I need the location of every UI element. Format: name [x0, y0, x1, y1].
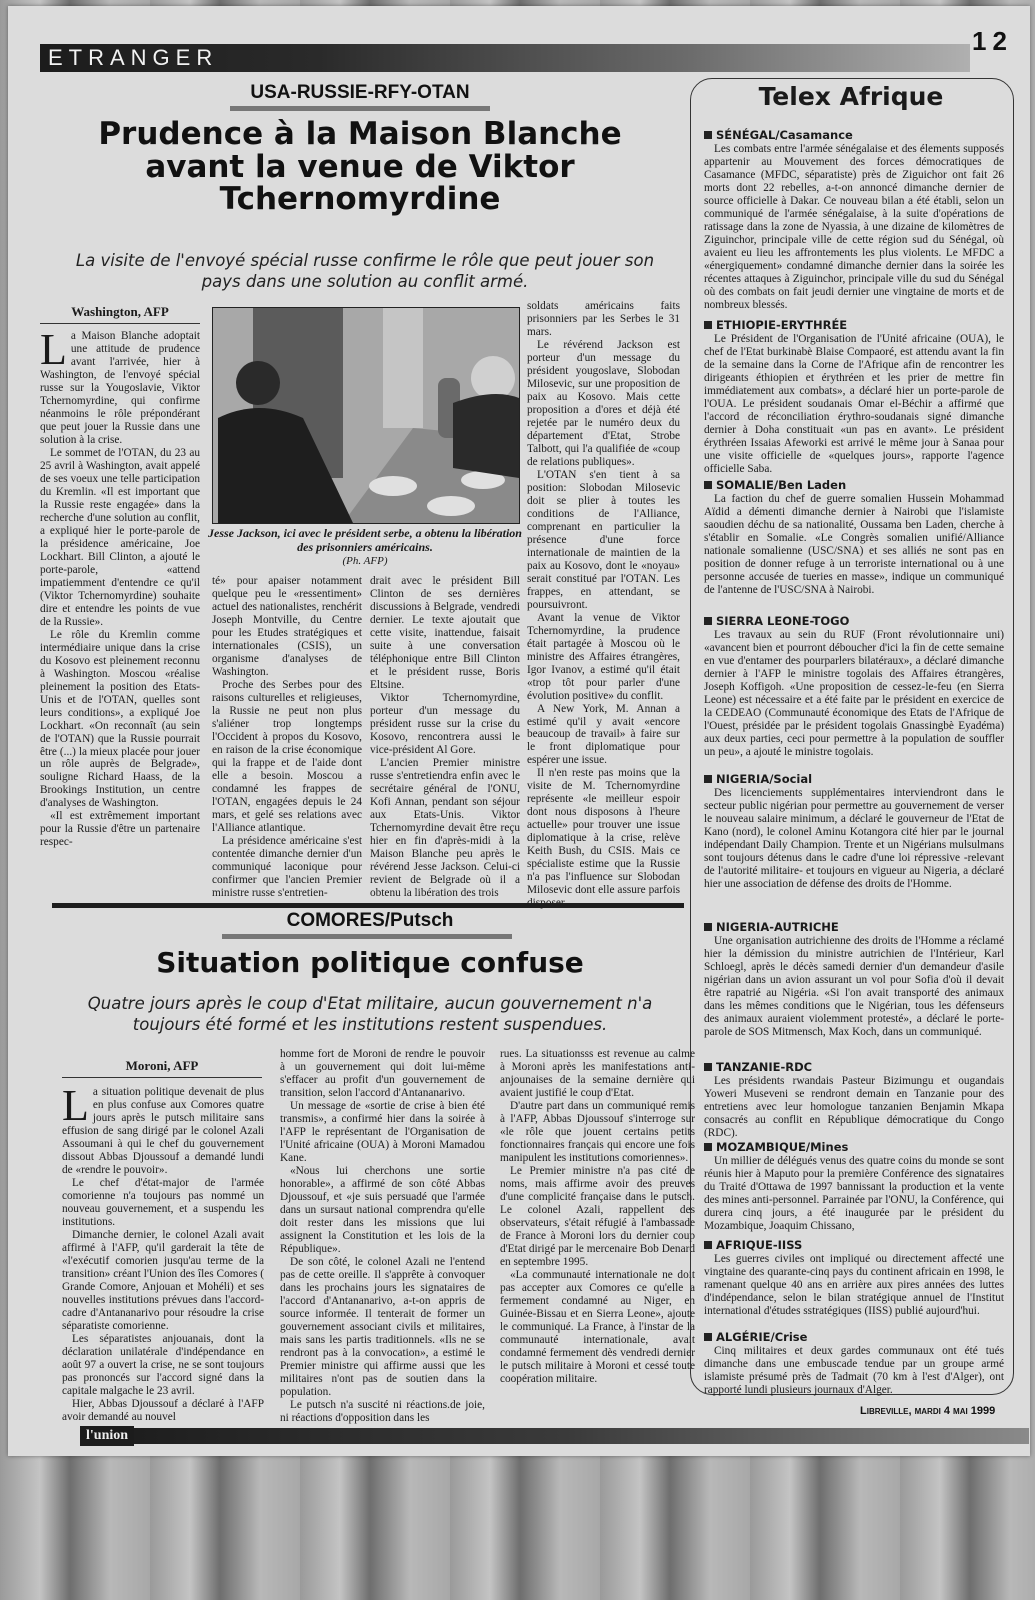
telex-item-afrique-iiss	[704, 1238, 1004, 1318]
bullet-square-icon	[704, 131, 712, 139]
paragraph: Le putsch n'a suscité ni réactions.de joie, ni réactions d'opposition dans les	[280, 1398, 485, 1424]
paragraph: D'autre part dans un communiqué remis à l'AFP, Abbas Djoussouf s'interroge sur «le rôle que jouent certains petits fonctionnaires français qui encore une fois manipulent les institutions comoriennes».	[500, 1099, 695, 1164]
telex-item-somalie	[704, 478, 1004, 597]
paragraph: «Il est extrêmement important pour la Russie d'être un partenaire respec-	[40, 810, 200, 849]
newspaper-brand: l'union	[80, 1426, 134, 1446]
telex-text: Des licenciements supplémentaires interviendront dans le secteur public nigérian pour permettre au gouvernement de verser le nouveau salaire minimum, a déclaré le gouverneur de l'Etat de Kano (nord), le colonel Aminu Kotangora cité hier par le journal indépendant Daily Champion. Trente et un Nigérians mulsulmans sont toujours détenus dans le cadre d'une loi répressive -relevant de l'autorité militaire- et toujours en vigueur au Nigeria, a déclaré hier une association de défense des droits de l'Homme.	[704, 787, 1004, 890]
telex-heading: NIGERIA/Social	[716, 772, 813, 786]
telex-title: Telex Afrique	[758, 82, 944, 111]
photo-illustration	[213, 308, 519, 523]
paragraph: Hier, Abbas Djoussouf a déclaré à l'AFP avoir demandé au nouvel	[62, 1397, 264, 1423]
paragraph: Le révérend Jackson est porteur d'un message du président yougoslave, Slobodan Milosevic, sur une proposition de paix au Kosovo. Mais cette proposition a d'ores et déjà été rejetée par le numéro deux du département d'Etat, Strobe Talbott, qui l'a qualifiée de «coup de relations publiques».	[527, 338, 680, 468]
article1-column-1	[40, 325, 200, 900]
caption-text: Jesse Jackson, ici avec le président serbe, a obtenu la libération des prisonniers américains.	[208, 526, 522, 555]
bullet-square-icon	[704, 1241, 712, 1249]
bullet-square-icon	[704, 1063, 712, 1071]
article1-headline: Prudence à la Maison Blanche avant la venue de Viktor Tchernomyrdine	[98, 116, 622, 218]
article1-column-3	[370, 575, 520, 900]
article2-column-3	[500, 1048, 695, 1416]
article1-dateline: Washington, AFP	[40, 304, 200, 324]
paragraph: La présidence américaine s'est contentée dimanche dernier d'un communiqué laconique pour confirmer que l'ancien Premier ministre russe s'entretien-	[212, 834, 362, 899]
telex-item-tanzanie	[704, 1060, 1004, 1140]
paragraph: Le sommet de l'OTAN, du 23 au 25 avril à Washington, avait appelé de ses voeux une telle participation du Kremlin. «Il est important que la Russie reste engagée» dans la recherche d'une solution au conflit, a expliqué hier le porte-parole de la présidence américaine, Joe Lockhart. Bill Clinton, a ajouté le porte-parole, «attend impatiemment d'entendre ce qu'il (Viktor Tchernomyrdine) souhaite dire et entendre les points de vue de la Russie».	[40, 446, 200, 628]
article2-kicker: COMORES/Putsch	[286, 910, 454, 931]
paragraph: Proche des Serbes pour des raisons culturelles et religieuses, la Russie ne peut non plus s'aliéner trop longtemps l'Occident à propos du Kosovo, en raison de la crise économique qui la frappe et de l'aide dont elle a besoin. Moscou a condamné les frappes de l'OTAN, engagées depuis le 24 mars, et gelé ses relations avec l'Alliance atlantique.	[212, 678, 362, 834]
article1-kicker: USA-RUSSIE-RFY-OTAN	[250, 82, 470, 103]
telex-item-sierra-leone	[704, 614, 1004, 759]
paragraph: Le chef d'état-major de l'armée comorienne n'a toujours pas nommé un nouveau gouvernement, et a suspendu les institutions.	[62, 1176, 264, 1228]
kicker-rule	[230, 106, 490, 111]
telex-heading: SÉNÉGAL/Casamance	[716, 128, 853, 142]
paragraph: a situation politique devenait de plus en plus confuse aux Comores quatre jours après le putsch militaire sans effusion de sang dirigé par le colonel Azali Assoumani à qui le chef du gouvernement dissout Abbas Djoussouf a demandé lundi de «rendre le pouvoir».	[62, 1086, 264, 1176]
paragraph: Viktor Tchernomyrdine, porteur d'un message du président russe sur la crise du Kosovo, rencontrera aussi le vice-président Al Gore.	[370, 691, 520, 756]
footer-date: Libreville, mardi 4 mai 1999	[860, 1405, 996, 1417]
article1-column-4	[527, 300, 680, 900]
drop-cap: L	[62, 1081, 89, 1130]
bullet-square-icon	[704, 617, 712, 625]
telex-heading: AFRIQUE-IISS	[716, 1238, 803, 1252]
paragraph: L'OTAN s'en tient à sa position: Slobodan Milosevic doit se plier à toutes les conditions de l'Alliance, comprenant en particulier la présence d'une force internationale de maintien de la paix au Kosovo, dont le «noyau» serait constitué par l'OTAN. Les frappes, en attendant, se poursuivront.	[527, 468, 680, 611]
paragraph: «Nous lui cherchons une sortie honorable», a affirmé de son côté Abbas Djoussouf, et «je suis persuadé que l'armée dans un sursaut national comprendra qu'elle doit rester dans les missions que lui assignent la Constitution et les lois de la République».	[280, 1164, 485, 1255]
telex-item-mozambique	[704, 1140, 1004, 1233]
photo-credit: (Ph. AFP)	[342, 554, 388, 567]
telex-heading: SOMALIE/Ben Laden	[716, 478, 847, 492]
telex-text: Les combats entre l'armée sénégalaise et des élements supposés appartenir au Mouvement des forces démocratiques de Casamance (MFDC, séparatiste) près de Ziguichor ont fait 26 morts dont 22 rebelles, a-t-on annoncé dimanche dernier de source officielle à Dakar. Ce nouveau bilan a été établi, selon un communiqué de l'armée sénégalaise, à la suite d'opérations de ratissage dans la zone de Nyassia, à une dizaine de kilomètres de Ziguinchor, principale ville de cette région sud du Sénégal, où avaient eu lieu les affrontements les plus violents. Le MFDC a «énergiquement» condamné dimanche dernier dans la soirée les récentes attaques à Ziguinchor, principale ville du sud du Sénégal où des combats on fait jeudi dernier une vingtaine de morts et de nombreux blessés.	[704, 143, 1004, 311]
telex-text: Une organisation autrichienne des droits de l'Homme a réclamé hier la démission du ministre autrichien de l'Intérieur, Karl Schloegl, après le décès samedi dernier d'un demandeur d'asile nigérian dans un avion assurant un vol pour Sofia d'où il devait être rapatrié au Nigéria. «Si l'on avait transporté des animaux dans les mêmes conditions que le Nigérian, tous les défenseurs des animaux auraient violemment protesté», a déclaré le porte-parole de SOS Mitmensch, Max Koch, dans un communiqué.	[704, 935, 1004, 1038]
article2-headline: Situation politique confuse	[156, 946, 584, 979]
paragraph: té» pour apaiser notamment quelque peu le «ressentiment» actuel des nationalistes, renchérit Joseph Montville, du Centre pour les Etudes stratégiques et internationales (CSIS), un organisme d'analyses de Washington.	[212, 575, 362, 678]
telex-item-nigeria-autriche	[704, 920, 1004, 1039]
telex-text: La faction du chef de guerre somalien Hussein Mohammad Aïdid a démenti dimanche dernier à Nairobi que l'islamiste saoudien déchu de sa nationalité, Oussama ben Laden, cherche à s'établir en Somalie. «Le Congrès somalien unifié/Alliance nationale somalienne (USC/SNA) et ses alliés ne sont pas en position de donner refuge à un terroriste international ou à une personne accusée de tueries en masse», indique un communiqué de l'antenne de l'USC/SNA à Nairobi.	[704, 493, 1004, 596]
telex-heading: MOZAMBIQUE/Mines	[716, 1140, 849, 1154]
bullet-square-icon	[704, 481, 712, 489]
photo-caption	[205, 526, 525, 568]
drop-cap: L	[40, 325, 67, 374]
kicker-rule	[222, 934, 512, 939]
telex-text: Les présidents rwandais Pasteur Bizimungu et ougandais Yoweri Museveni se rendront demain en Tanzanie pour des entretiens avec leur homologue tanzanien Benjamin Mkapa consacrés au conflit en République démocratique du Congo (RDC).	[704, 1075, 1004, 1139]
paragraph: A New York, M. Annan a estimé qu'il y avait «encore beaucoup de travail» à faire sur le front diplomatique pour espérer une issue.	[527, 702, 680, 767]
paragraph: «La communauté internationale ne doit pas accepter aux Comores ce qu'elle a fermement condamné au Niger, en Guinée-Bissau et en Sierra Leone», ajoute le communiqué. La France, à l'instar de la communauté internationale, avait condamné fermement dès vendredi dernier le putsch militaire à Moroni et cessé toute coopération militaire.	[500, 1268, 695, 1385]
article1-column-2	[212, 575, 362, 900]
footer-banner	[104, 1428, 1029, 1444]
paragraph: rues. La situationsss est revenue au calme à Moroni après les manifestations anti-anjounaises de la semaine dernière qui avaient justifié le coup d'Etat.	[500, 1048, 695, 1099]
bullet-square-icon	[704, 1143, 712, 1151]
paragraph: drait avec le président Bill Clinton de ses dernières discussions à Belgrade, vendredi dernier. Le texte ajoutait que cette visite, inattendue, faisait suite à une conversation téléphonique entre Bill Clinton et le président russe, Boris Eltsine.	[370, 575, 520, 691]
paragraph: Dimanche dernier, le colonel Azali avait affirmé à l'AFP, qu'il garderait la tête de «l'exécutif comorien jusqu'au terme de la transition» créant l'Union des îles Comores ( Grande Comore, Anjouan et Mohéli) et ses nouvelles institutions prévues dans l'accord-cadre d'Antananarivo pour résoudre la crise séparatiste comorienne.	[62, 1228, 264, 1332]
news-photo	[212, 307, 520, 524]
bullet-square-icon	[704, 923, 712, 931]
telex-text: Cinq militaires et deux gardes communaux ont été tués dimanche dans une embuscade tendue par un groupe armé islamiste présumé près de Tadmait (70 km à l'est d'Alger), ont rapporté lundi plusieurs journaux d'Alger.	[704, 1345, 1004, 1396]
telex-heading: ETHIOPIE-ERYTHRÉE	[716, 318, 848, 332]
paragraph: Un message de «sortie de crise à bien été transmis», a confirmé hier dans la soirée à l'AFP le représentant de l'Organisation de l'Unité africaine (OUA) à Moroni Mamadou Kane.	[280, 1099, 485, 1164]
telex-text: Les guerres civiles ont impliqué ou directement affecté une vingtaine des quarante-cinq pays du continent africain en 1998, le ramenant quelque 40 ans en arrière aux pires années des luttes d'indépendance, selon le bilan stratégique annuel de l'Institut international d'études sstratégiques (IISS) publié aujourd'hui.	[704, 1253, 1004, 1317]
article-divider	[52, 903, 684, 908]
telex-heading: ALGÉRIE/Crise	[716, 1330, 808, 1344]
bullet-square-icon	[704, 1333, 712, 1341]
article2-dateline: Moroni, AFP	[62, 1058, 262, 1078]
article2-column-1	[62, 1081, 264, 1423]
section-label: ETRANGER	[48, 45, 219, 70]
paragraph: Le Premier ministre n'a pas cité de noms, mais affirme avoir des preuves d'une complicité française dans le putsch. Le colonel Azali, rappellent des observateurs, s'était réfugié à l'ambassade de France à Moroni lors du dernier coup d'Etat dirigé par le mercenaire Bob Denard en septembre 1995.	[500, 1164, 695, 1268]
paragraph: Il n'en reste pas moins que la visite de M. Tchernomyrdine représente «le meilleur espoir dont nous disposons à l'heure actuelle» pour trouver une issue diplomatique à la crise, relève Keith Bush, du CSIS. Mais ce spécialiste estime que la Russie n'a pas l'influence sur Slobodan Milosevic dont elle assure parfois	[527, 767, 680, 897]
telex-item-algerie	[704, 1330, 1004, 1397]
paragraph: Le rôle du Kremlin comme intermédiaire unique dans la crise du Kosovo est pleinement reconnu à Washington. Moscou «réalise pleinement la position des Etats-Unis et de l'OTAN, quelles sont leurs conditions», a expliqué Joe Lockhart. «On reconnaît (au sein de l'OTAN) que la Russie pourrait être (...) la mieux placée pour jouer un rôle auprès de Belgrade», souligne Richard Haass, de la Brookings Institution, un centre d'analyses de Washington.	[40, 628, 200, 810]
paragraph: soldats américains faits prisonniers par les Serbes le 31 mars.	[527, 300, 680, 338]
article2-column-2	[280, 1048, 485, 1424]
paragraph: homme fort de Moroni de rendre le pouvoir à un gouvernement qui doit lui-même s'effacer au profit d'un gouvernement de transition, selon l'accord d'Antananarivo.	[280, 1048, 485, 1099]
telex-heading: NIGERIA-AUTRICHE	[716, 920, 839, 934]
telex-heading: TANZANIE-RDC	[716, 1060, 813, 1074]
paragraph: Avant la venue de Viktor Tchernomyrdine, la prudence était partagée à Moscou où le ministre des Affaires étrangères, Igor Ivanov, a estimé qu'il était «trop tôt pour parler d'une évolution positive» du conflit.	[527, 611, 680, 702]
telex-item-nigeria-social	[704, 772, 1004, 891]
paragraph: De son côté, le colonel Azali ne l'entend pas de cette oreille. Il s'apprête à convoquer dans les prochains jours les signataires de l'accord d'Antananarivo, a-t-on appris de source informée. Il tenterait de former un gouvernement associant civils et militaires, mais sans les partis traditionnels. «Ils ne se rendront pas à la convocation», a estimé le Premier ministre qui affirme aussi que les militaires n'ont pas de soutien dans la population.	[280, 1255, 485, 1398]
telex-text: Le Président de l'Organisation de l'Unité africaine (OUA), le chef de l'Etat burkinabè Blaise Compaoré, est attendu avant la fin de la semaine dans la Corne de l'Afrique afin de rencontrer les dirigeants éthiopien et érythréen et les prier de mettre fin immédiatement aux combats», a déclaré hier un porte-parole de l'OUA. Le président soudanais Omar el-Béchir a affirmé que l'accord de réconciliation érythro-soudanais signé dimanche dernier à Doha constituait «un pas en avant». Le président érythréen Issaias Afeworki est arrivé le même jour à Sanaa pour une visite officielle de «quelques jours», rapporte l'agence officielle Saba.	[704, 333, 1004, 475]
article1-deck: La visite de l'envoyé spécial russe confirme le rôle que peut jouer son pays dans une solution au conflit armé.	[75, 251, 655, 292]
bullet-square-icon	[704, 775, 712, 783]
paragraph: Les séparatistes anjouanais, dont la déclaration unilatérale d'indépendance en août 97 a ouvert la crise, ne se sont toujours pas prononcés sur l'accord signé dans la capitale malgache le 23 avril.	[62, 1332, 264, 1397]
telex-text: Un millier de délégués venus des quatre coins du monde se sont réunis hier à Maputo pour la première Conférence des signataires du Traité d'Ottawa de 1997 bannissant la production et la vente des mines anti-personnel. Parrainée par l'ONU, la Conférence, qui durera cinq jours, a été inaugurée par le président du Mozambique, Joaquim Chissano,	[704, 1155, 1004, 1232]
paragraph: L'ancien Premier ministre russe s'entretiendra enfin avec le secrétaire général de l'ONU, Kofi Annan, pendant son séjour aux Etats-Unis. Viktor Tchernomyrdine devait être reçu hier en fin d'après-midi à la Maison Blanche peu après le révérend Jesse Jackson. Celui-ci revient de Belgrade où il a obtenu la libération des trois	[370, 756, 520, 899]
telex-item-ethiopie	[704, 318, 1004, 476]
article2-deck: Quatre jours après le coup d'Etat militaire, aucun gouvernement n'a toujours été formé et les institutions restent suspendues.	[87, 994, 653, 1035]
paragraph: a Maison Blanche adoptait une attitude de prudence avant l'arrivée, hier à Washington, de l'envoyé spécial russe sur la Yougoslavie, Viktor Tchernomyrdine, qui confirme néanmoins le rôle prépondérant que peut jouer la Russie dans une solution à la crise.	[40, 330, 200, 446]
telex-heading: SIERRA LEONE-TOGO	[716, 614, 850, 628]
telex-text: Les travaux au sein du RUF (Front révolutionnaire uni) «avancent bien et pourront déboucher d'ici la fin de cette semaine en vue d'entamer des pourparlers bilatéraux», a déclaré dimanche dernier à l'AFP le ministre togolais des Affaires étrangères, Joseph Koffigoh. «Une proposition de cessez-le-feu (en Sierra Leone) est nécessaire et a été faite par le président en exercice de la CEDEAO (Communauté économique des Etats de l'Afrique de l'Ouest, présidée par le président togolais Gnassingbè Eyadéma) aux deux parties, ceci pour permettre à la population de souffler un peu», a ajouté le ministre togolais.	[704, 629, 1004, 758]
bullet-square-icon	[704, 321, 712, 329]
telex-item-senegal	[704, 128, 1004, 312]
page-number: 12	[972, 26, 1013, 56]
